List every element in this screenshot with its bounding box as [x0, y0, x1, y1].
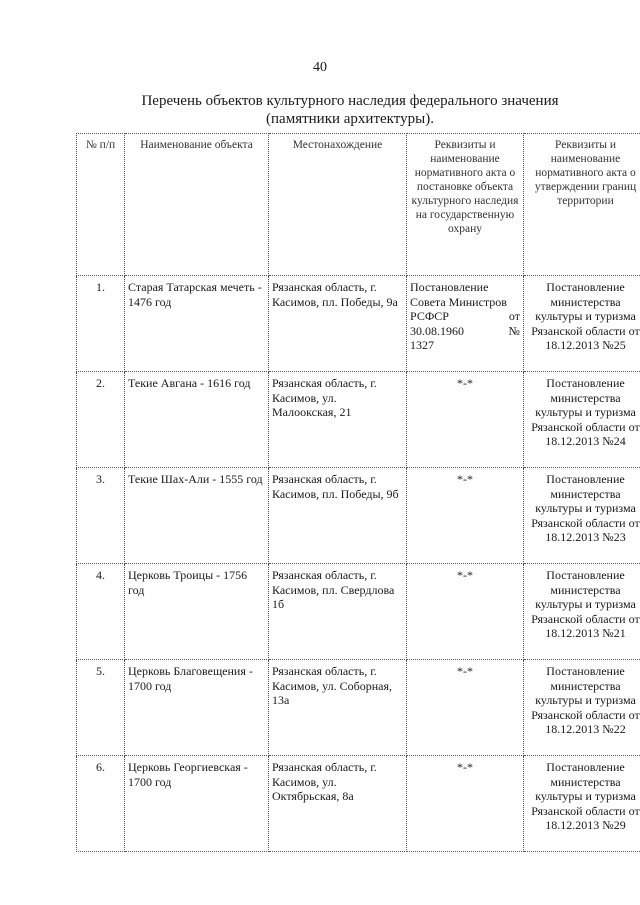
boundary-act: Постановление министерства культуры и туризма Рязанской области от 18.12.2013 №22 — [524, 660, 640, 756]
table-row — [77, 756, 640, 852]
boundary-act: Постановление министерства культуры и туризма Рязанской области от 18.12.2013 №25 — [524, 276, 640, 372]
object-name: Церковь Троицы - 1756 год — [125, 564, 269, 660]
object-name: Церковь Георгиевская - 1700 год — [125, 756, 269, 852]
row-number: 6. — [77, 756, 125, 852]
protection-act: *-* — [407, 468, 524, 564]
title-line-2: (памятники архитектуры). — [266, 111, 434, 127]
header-object-name: Наименование объекта — [125, 134, 269, 276]
object-name: Текие Авгана - 1616 год — [125, 372, 269, 468]
table-row — [77, 564, 640, 660]
object-name: Текие Шах-Али - 1555 год — [125, 468, 269, 564]
protection-act-no: № — [508, 323, 520, 338]
heritage-objects-table — [76, 133, 640, 852]
table-row — [77, 660, 640, 756]
table-row — [77, 276, 640, 372]
object-location: Рязанская область, г. Касимов, пл. Победы, 9а — [269, 276, 407, 372]
protection-act-rsfsr: РСФСР — [410, 309, 449, 323]
object-location: Рязанская область, г. Касимов, ул. Малоокская, 21 — [269, 372, 407, 468]
object-location: Рязанская область, г. Касимов, ул. Октябрьская, 8а — [269, 756, 407, 852]
protection-act-line — [410, 309, 520, 324]
protection-act: *-* — [407, 372, 524, 468]
title-line-1: Перечень объектов культурного наследия федерального значения — [141, 93, 559, 109]
protection-act: *-* — [407, 564, 524, 660]
boundary-act: Постановление министерства культуры и туризма Рязанской области от 18.12.2013 №29 — [524, 756, 640, 852]
document-title — [120, 92, 580, 128]
header-protection-act: Реквизиты и наименование нормативного акта о постановке объекта культурного наследия на государственную охрану — [407, 134, 524, 276]
header-number: № п/п — [77, 134, 125, 276]
protection-act: *-* — [407, 660, 524, 756]
object-location: Рязанская область, г. Касимов, ул. Соборная, 13а — [269, 660, 407, 756]
header-boundary-act: Реквизиты и наименование нормативного акта о утверждении границ территории — [524, 134, 640, 276]
protection-act-date: 30.08.1960 — [410, 323, 464, 338]
row-number: 2. — [77, 372, 125, 468]
row-number: 3. — [77, 468, 125, 564]
object-location: Рязанская область, г. Касимов, пл. Свердлова 1б — [269, 564, 407, 660]
row-number: 4. — [77, 564, 125, 660]
protection-act-ot: от — [508, 309, 520, 323]
table-row — [77, 468, 640, 564]
object-name: Церковь Благовещения - 1700 год — [125, 660, 269, 756]
protection-act-number: 1327 — [410, 338, 434, 352]
header-location: Местонахождение — [269, 134, 407, 276]
protection-act-title: Постановление Совета Министров — [410, 280, 507, 309]
row-number: 1. — [77, 276, 125, 372]
protection-act-line — [410, 324, 520, 339]
boundary-act: Постановление министерства культуры и туризма Рязанской области от 18.12.2013 №24 — [524, 372, 640, 468]
boundary-act: Постановление министерства культуры и туризма Рязанской области от 18.12.2013 №23 — [524, 468, 640, 564]
row-number: 5. — [77, 660, 125, 756]
protection-act — [407, 276, 524, 372]
protection-act: *-* — [407, 756, 524, 852]
object-location: Рязанская область, г. Касимов, пл. Победы, 9б — [269, 468, 407, 564]
table-header-row — [77, 134, 640, 276]
table-row — [77, 372, 640, 468]
page-number: 40 — [313, 60, 327, 75]
boundary-act: Постановление министерства культуры и туризма Рязанской области от 18.12.2013 №21 — [524, 564, 640, 660]
object-name: Старая Татарская мечеть - 1476 год — [125, 276, 269, 372]
